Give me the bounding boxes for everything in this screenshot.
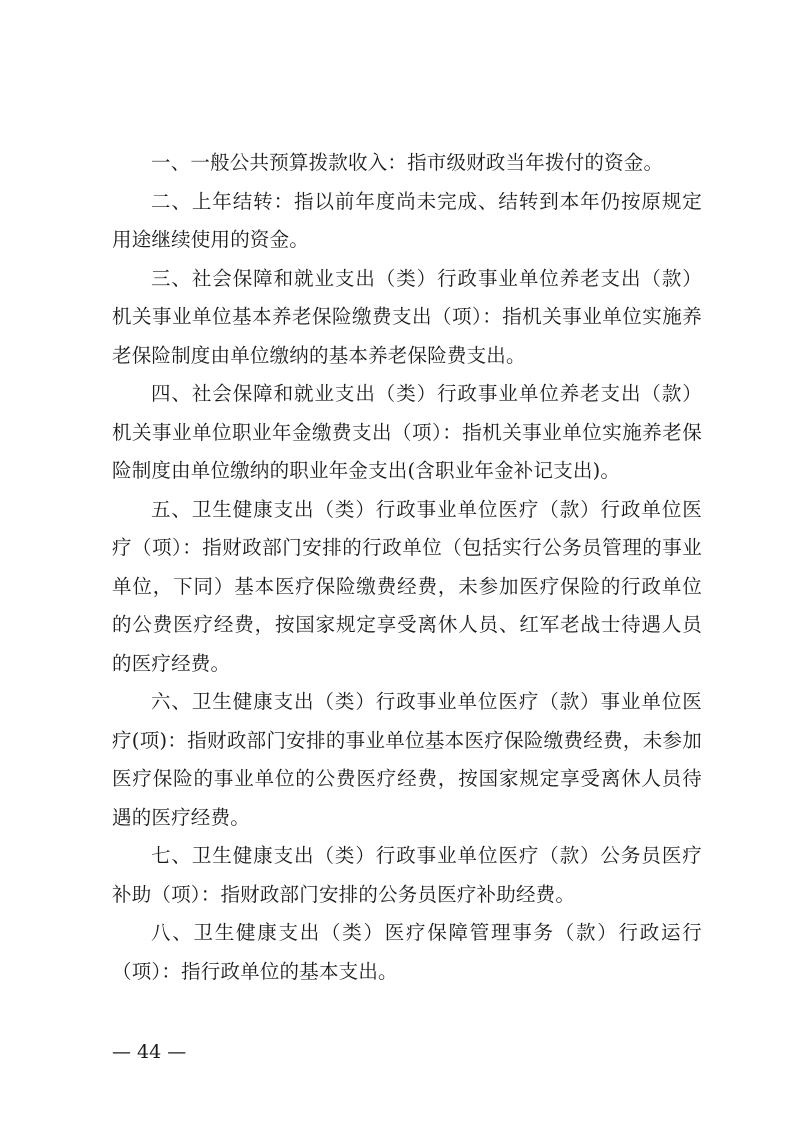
paragraph-basic-pension-insurance: 三、社会保障和就业支出（类）行政事业单位养老支出（款）机关事业单位基本养老保险缴费支出（项）：指机关事业单位实施养老保险制度由单位缴纳的基本养老保险费支出。 [112, 266, 702, 367]
page-number: — 44 — [112, 1041, 187, 1063]
paragraph-prior-year-carryover: 二、上年结转：指以前年度尚未完成、结转到本年仍按原规定用途继续使用的资金。 [112, 189, 702, 251]
paragraph-occupational-annuity: 四、社会保障和就业支出（类）行政事业单位养老支出（款）机关事业单位职业年金缴费支出（项）：指机关事业单位实施养老保险制度由单位缴纳的职业年金支出(含职业年金补记支出)。 [112, 382, 702, 482]
paragraph-administrative-unit-medical: 五、卫生健康支出（类）行政事业单位医疗（款）行政单位医疗（项）：指财政部门安排的行政单位（包括实行公务员管理的事业单位，下同）基本医疗保险缴费经费，未参加医疗保险的行政单位的公费医疗经费，按国家规定享受离休人员、红军老战士待遇人员的医疗经费。 [112, 497, 702, 675]
paragraph-civil-servant-medical-subsidy: 七、卫生健康支出（类）行政事业单位医疗（款）公务员医疗补助（项）：指财政部门安排的公务员医疗补助经费。 [112, 844, 702, 906]
document-body [112, 144, 702, 991]
paragraph-medical-security-administration: 八、卫生健康支出（类）医疗保障管理事务（款）行政运行（项）：指行政单位的基本支出。 [112, 921, 702, 983]
paragraph-general-budget-income: 一、一般公共预算拨款收入：指市级财政当年拨付的资金。 [151, 151, 664, 174]
paragraph-public-institution-medical: 六、卫生健康支出（类）行政事业单位医疗（款）事业单位医疗(项)：指财政部门安排的事业单位基本医疗保险缴费经费，未参加医疗保险的事业单位的公费医疗经费，按国家规定享受离休人员待遇的医疗经费。 [112, 690, 702, 829]
